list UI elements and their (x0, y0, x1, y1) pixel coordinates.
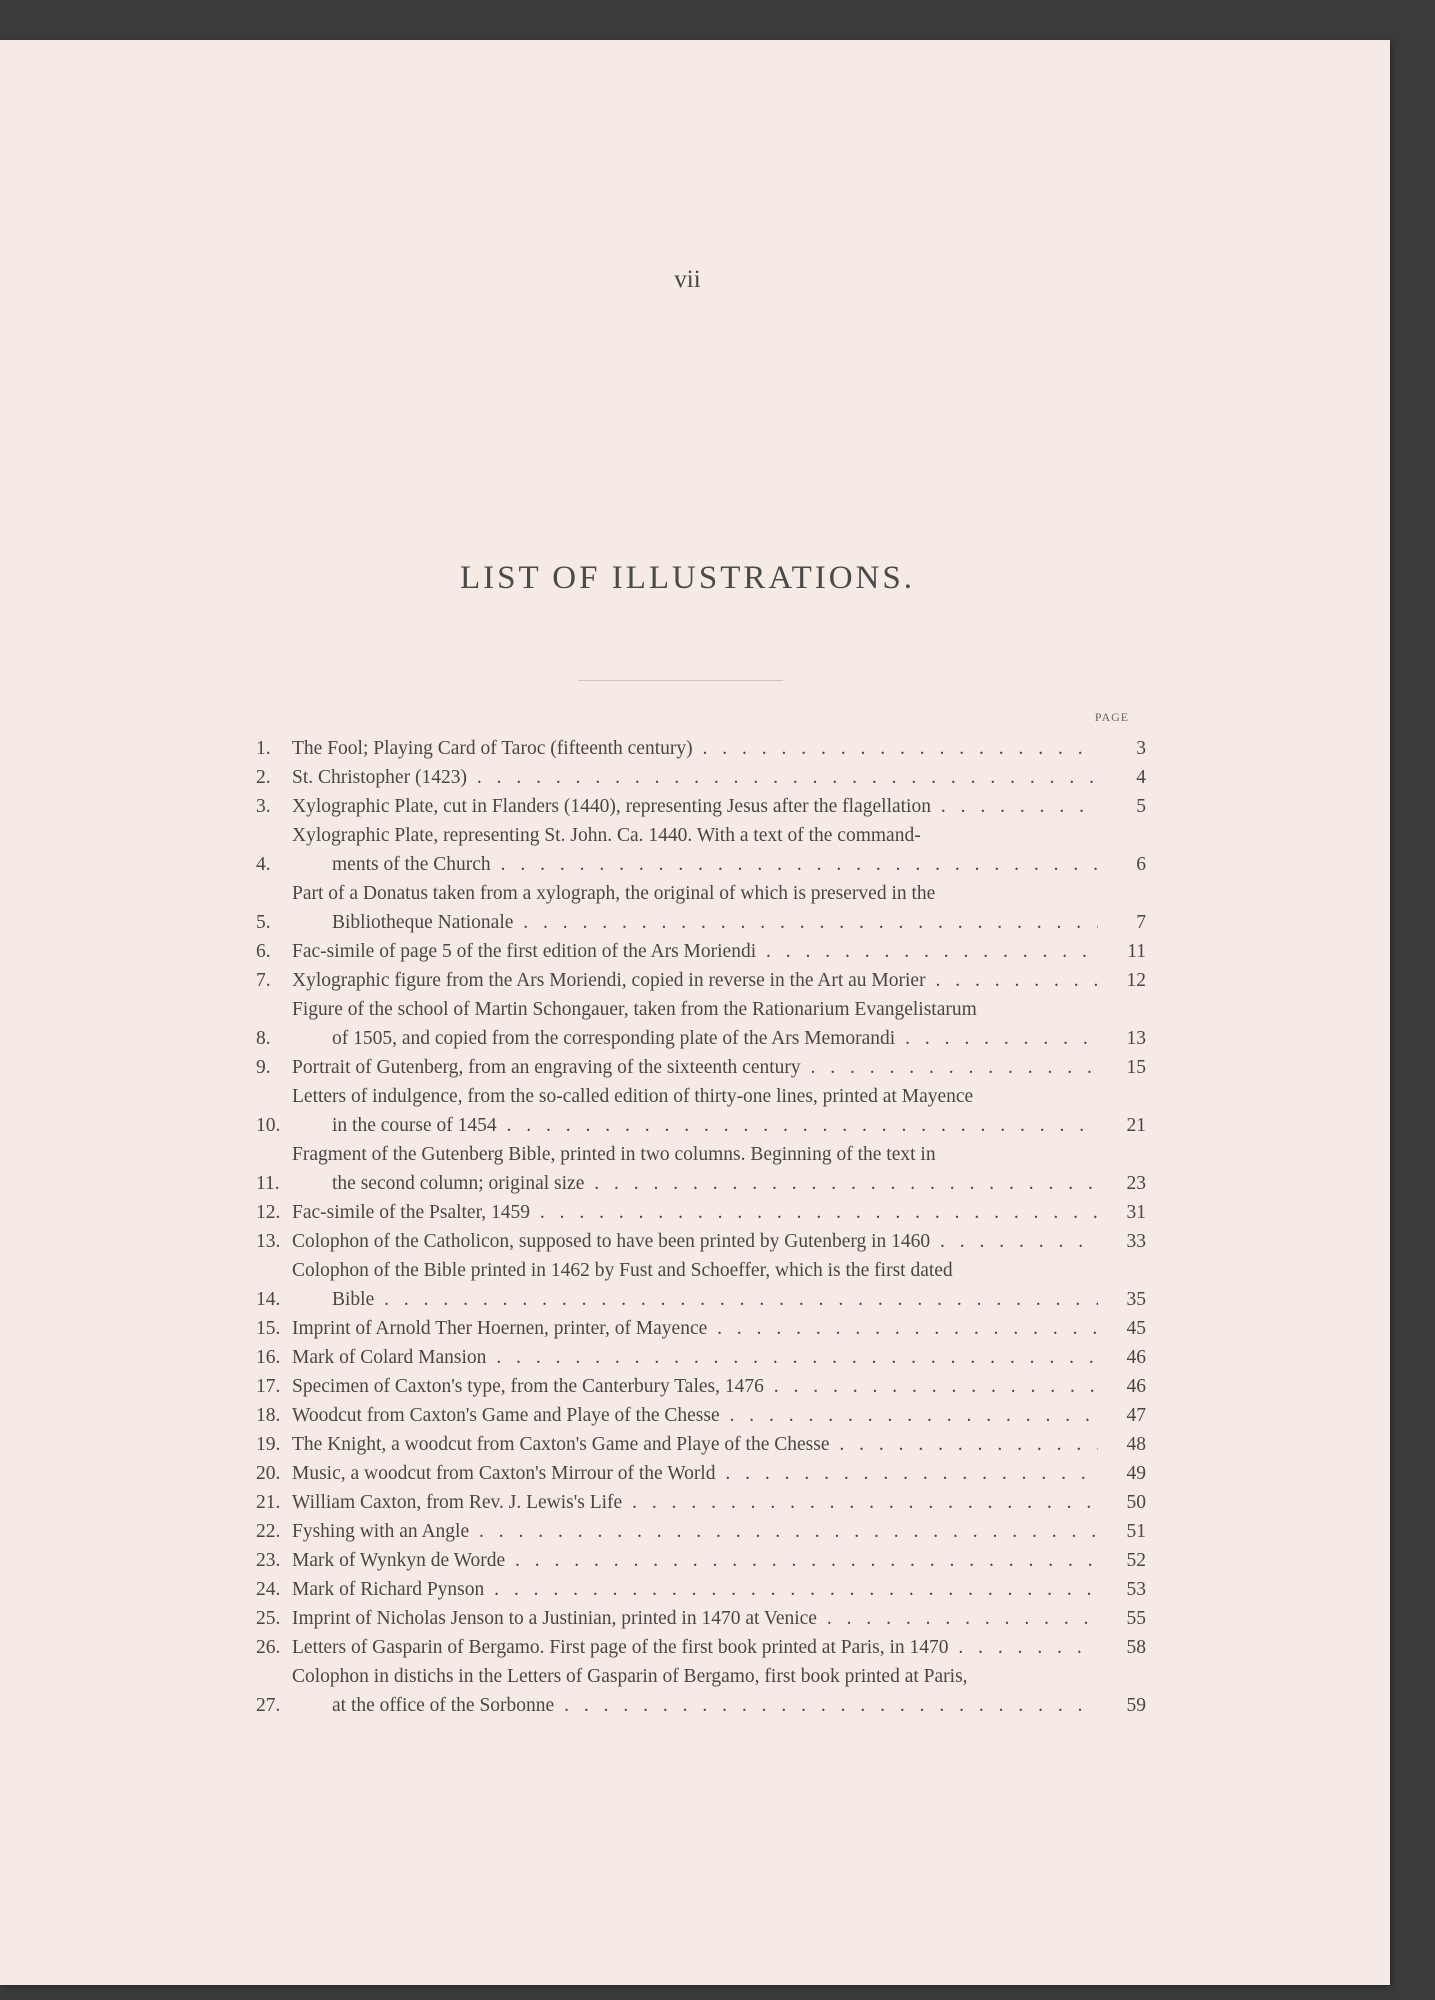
entry-page-number: 59 (1126, 1695, 1146, 1716)
illustration-entry (256, 1575, 1146, 1604)
entry-caption (292, 1314, 1098, 1343)
entry-page-number: 46 (1126, 1376, 1146, 1397)
entry-caption (292, 763, 1098, 792)
entry-caption (292, 1372, 1098, 1401)
entry-number: 7. (256, 970, 271, 991)
illustration-entry (256, 792, 1146, 821)
illustration-entry (256, 1488, 1146, 1517)
entry-number: 23. (256, 1550, 281, 1571)
illustration-entry (256, 1517, 1146, 1546)
illustration-entry (256, 937, 1146, 966)
entry-number: 1. (256, 738, 271, 759)
entry-caption (292, 995, 1098, 1053)
entry-caption-line: Colophon in distichs in the Letters of Gasparin of Bergamo, first book printed at Paris, (292, 1666, 968, 1687)
entry-caption-line: Fac-simile of page 5 of the first edition of the Ars Moriendi . . . (292, 937, 1098, 966)
illustration-entry (256, 1198, 1146, 1227)
entry-caption (292, 1575, 1098, 1604)
entry-caption-line: Imprint of Arnold Ther Hoernen, printer, of Mayence . . . (292, 1314, 1098, 1343)
entry-caption-line: Portrait of Gutenberg, from an engraving of the sixteenth century . . . (292, 1053, 1098, 1082)
illustration-entry (256, 821, 1146, 879)
entry-page-number: 33 (1126, 1231, 1146, 1252)
entry-caption-line: Letters of Gasparin of Bergamo. First page of the first book printed at Paris, in 1470 . . . (292, 1633, 1098, 1662)
entry-caption (292, 1662, 1098, 1720)
entry-number: 21. (256, 1492, 281, 1513)
entry-number: 10. (256, 1115, 281, 1136)
illustration-entry (256, 879, 1146, 937)
illustration-entry (256, 1343, 1146, 1372)
entry-number: 5. (256, 912, 271, 933)
entry-caption-line: Fac-simile of the Psalter, 1459 . . . (292, 1198, 1098, 1227)
entry-caption (292, 1517, 1098, 1546)
entry-number: 13. (256, 1231, 281, 1252)
entry-page-number: 46 (1126, 1347, 1146, 1368)
entry-caption (292, 821, 1098, 879)
illustration-entry (256, 1546, 1146, 1575)
entry-page-number: 45 (1126, 1318, 1146, 1339)
entry-caption-line: Xylographic Plate, representing St. John. Ca. 1440. With a text of the command- (292, 825, 921, 846)
entry-caption (292, 937, 1098, 966)
entry-caption-line: Fragment of the Gutenberg Bible, printed in two columns. Beginning of the text in (292, 1144, 936, 1165)
entry-caption (292, 879, 1098, 937)
entry-number: 20. (256, 1463, 281, 1484)
entry-caption-line: Specimen of Caxton's type, from the Canterbury Tales, 1476 . . . (292, 1372, 1098, 1401)
entry-caption-line: Figure of the school of Martin Schongauer, taken from the Rationarium Evangelistarum (292, 999, 977, 1020)
entry-page-number: 15 (1126, 1057, 1146, 1078)
entry-caption-line: of 1505, and copied from the corresponding plate of the Ars Memorandi . . . (292, 1024, 1098, 1053)
entry-number: 24. (256, 1579, 281, 1600)
entry-caption (292, 1459, 1098, 1488)
illustration-entry (256, 1082, 1146, 1140)
entry-caption-line: in the course of 1454 . . . (292, 1111, 1098, 1140)
illustration-entry (256, 1053, 1146, 1082)
entry-page-number: 55 (1126, 1608, 1146, 1629)
entry-page-number: 50 (1126, 1492, 1146, 1513)
entry-number: 2. (256, 767, 271, 788)
illustration-entry (256, 1227, 1146, 1256)
entry-page-number: 11 (1127, 941, 1146, 962)
entry-caption-line: Bibliotheque Nationale . . . (292, 908, 1098, 937)
entry-number: 4. (256, 854, 271, 875)
entry-number: 17. (256, 1376, 281, 1397)
entry-caption-line: Colophon of the Bible printed in 1462 by Fust and Schoeffer, which is the first dated (292, 1260, 953, 1281)
entry-caption (292, 1140, 1098, 1198)
entry-caption (292, 1227, 1098, 1256)
illustration-entry (256, 1256, 1146, 1314)
entry-caption-line: William Caxton, from Rev. J. Lewis's Life . . . (292, 1488, 1098, 1517)
entry-caption (292, 1604, 1098, 1633)
page-column-heading: PAGE (1094, 710, 1130, 724)
illustration-entry (256, 1604, 1146, 1633)
title-rule (578, 680, 783, 681)
illustration-entry (256, 1314, 1146, 1343)
entry-number: 25. (256, 1608, 281, 1629)
entry-caption-line: Fyshing with an Angle . . . (292, 1517, 1098, 1546)
entry-number: 26. (256, 1637, 281, 1658)
entry-number: 22. (256, 1521, 281, 1542)
entry-caption (292, 1488, 1098, 1517)
entry-caption (292, 792, 1098, 821)
entry-caption-line: Part of a Donatus taken from a xylograph, the original of which is preserved in the (292, 883, 936, 904)
entry-caption (292, 734, 1098, 763)
page-folio: vii (674, 266, 701, 293)
entry-number: 11. (256, 1173, 280, 1194)
entry-caption-line: Letters of indulgence, from the so-called edition of thirty-one lines, printed at Mayence (292, 1086, 974, 1107)
entry-number: 16. (256, 1347, 281, 1368)
entry-page-number: 31 (1126, 1202, 1146, 1223)
book-page (0, 40, 1390, 1985)
entry-caption (292, 1198, 1098, 1227)
entry-caption (292, 1256, 1098, 1314)
entry-caption-line: St. Christopher (1423) . . . (292, 763, 1098, 792)
entry-caption-line: Xylographic Plate, cut in Flanders (1440), representing Jesus after the flagellation . . . (292, 792, 1098, 821)
entry-caption (292, 1053, 1098, 1082)
entry-page-number: 13 (1126, 1028, 1146, 1049)
illustration-entry (256, 1459, 1146, 1488)
entry-caption (292, 966, 1098, 995)
entry-caption-line: Bible . . . (292, 1285, 1098, 1314)
entry-caption-line: the second column; original size . . . (292, 1169, 1098, 1198)
illustration-entry (256, 763, 1146, 792)
entry-caption-line: Xylographic figure from the Ars Moriendi, copied in reverse in the Art au Morier . . . (292, 966, 1098, 995)
entry-number: 9. (256, 1057, 271, 1078)
entry-caption-line: Mark of Richard Pynson . . . (292, 1575, 1098, 1604)
illustration-entry (256, 734, 1146, 763)
entry-caption-line: Imprint of Nicholas Jenson to a Justinian, printed in 1470 at Venice . . . (292, 1604, 1098, 1633)
entry-number: 18. (256, 1405, 281, 1426)
entry-caption (292, 1401, 1098, 1430)
page-title: LIST OF ILLUSTRATIONS. (460, 560, 915, 596)
entry-caption-line: at the office of the Sorbonne . . . (292, 1691, 1098, 1720)
entry-caption-line: The Knight, a woodcut from Caxton's Game and Playe of the Chesse . . . (292, 1430, 1098, 1459)
illustration-entry (256, 1633, 1146, 1662)
entry-page-number: 48 (1126, 1434, 1146, 1455)
entry-page-number: 35 (1126, 1289, 1146, 1310)
entry-number: 15. (256, 1318, 281, 1339)
entry-caption-line: Woodcut from Caxton's Game and Playe of the Chesse . . . (292, 1401, 1098, 1430)
entry-page-number: 7 (1136, 912, 1146, 933)
entry-caption-line: Mark of Colard Mansion . . . (292, 1343, 1098, 1372)
entry-number: 6. (256, 941, 271, 962)
entry-page-number: 49 (1126, 1463, 1146, 1484)
entry-page-number: 12 (1126, 970, 1146, 991)
entry-caption (292, 1343, 1098, 1372)
entry-caption (292, 1546, 1098, 1575)
illustration-entry (256, 1662, 1146, 1720)
entry-caption (292, 1430, 1098, 1459)
entry-caption-line: Music, a woodcut from Caxton's Mirrour of the World . . . (292, 1459, 1098, 1488)
entry-page-number: 6 (1136, 854, 1146, 875)
entry-number: 12. (256, 1202, 281, 1223)
entry-number: 19. (256, 1434, 281, 1455)
entry-page-number: 21 (1126, 1115, 1146, 1136)
entry-caption-line: Mark of Wynkyn de Worde . . . (292, 1546, 1098, 1575)
entry-page-number: 58 (1126, 1637, 1146, 1658)
entry-page-number: 4 (1136, 767, 1146, 788)
entry-number: 3. (256, 796, 271, 817)
illustration-entry (256, 1372, 1146, 1401)
entry-number: 8. (256, 1028, 271, 1049)
entry-number: 14. (256, 1289, 281, 1310)
entry-caption-line: The Fool; Playing Card of Taroc (fifteenth century) . . . (292, 734, 1098, 763)
entry-caption (292, 1082, 1098, 1140)
entry-page-number: 5 (1136, 796, 1146, 817)
entry-page-number: 53 (1126, 1579, 1146, 1600)
illustration-entry (256, 1401, 1146, 1430)
illustration-entry (256, 1430, 1146, 1459)
illustration-entry (256, 1140, 1146, 1198)
entry-caption-line: ments of the Church . . . (292, 850, 1098, 879)
entry-caption (292, 1633, 1098, 1662)
entry-page-number: 51 (1126, 1521, 1146, 1542)
entry-page-number: 3 (1136, 738, 1146, 759)
entry-page-number: 23 (1126, 1173, 1146, 1194)
illustration-entry (256, 995, 1146, 1053)
entry-page-number: 47 (1126, 1405, 1146, 1426)
entry-page-number: 52 (1126, 1550, 1146, 1571)
entry-caption-line: Colophon of the Catholicon, supposed to have been printed by Gutenberg in 1460 . . . (292, 1227, 1098, 1256)
illustration-entry (256, 966, 1146, 995)
entry-number: 27. (256, 1695, 281, 1716)
illustrations-list (256, 734, 1146, 1720)
